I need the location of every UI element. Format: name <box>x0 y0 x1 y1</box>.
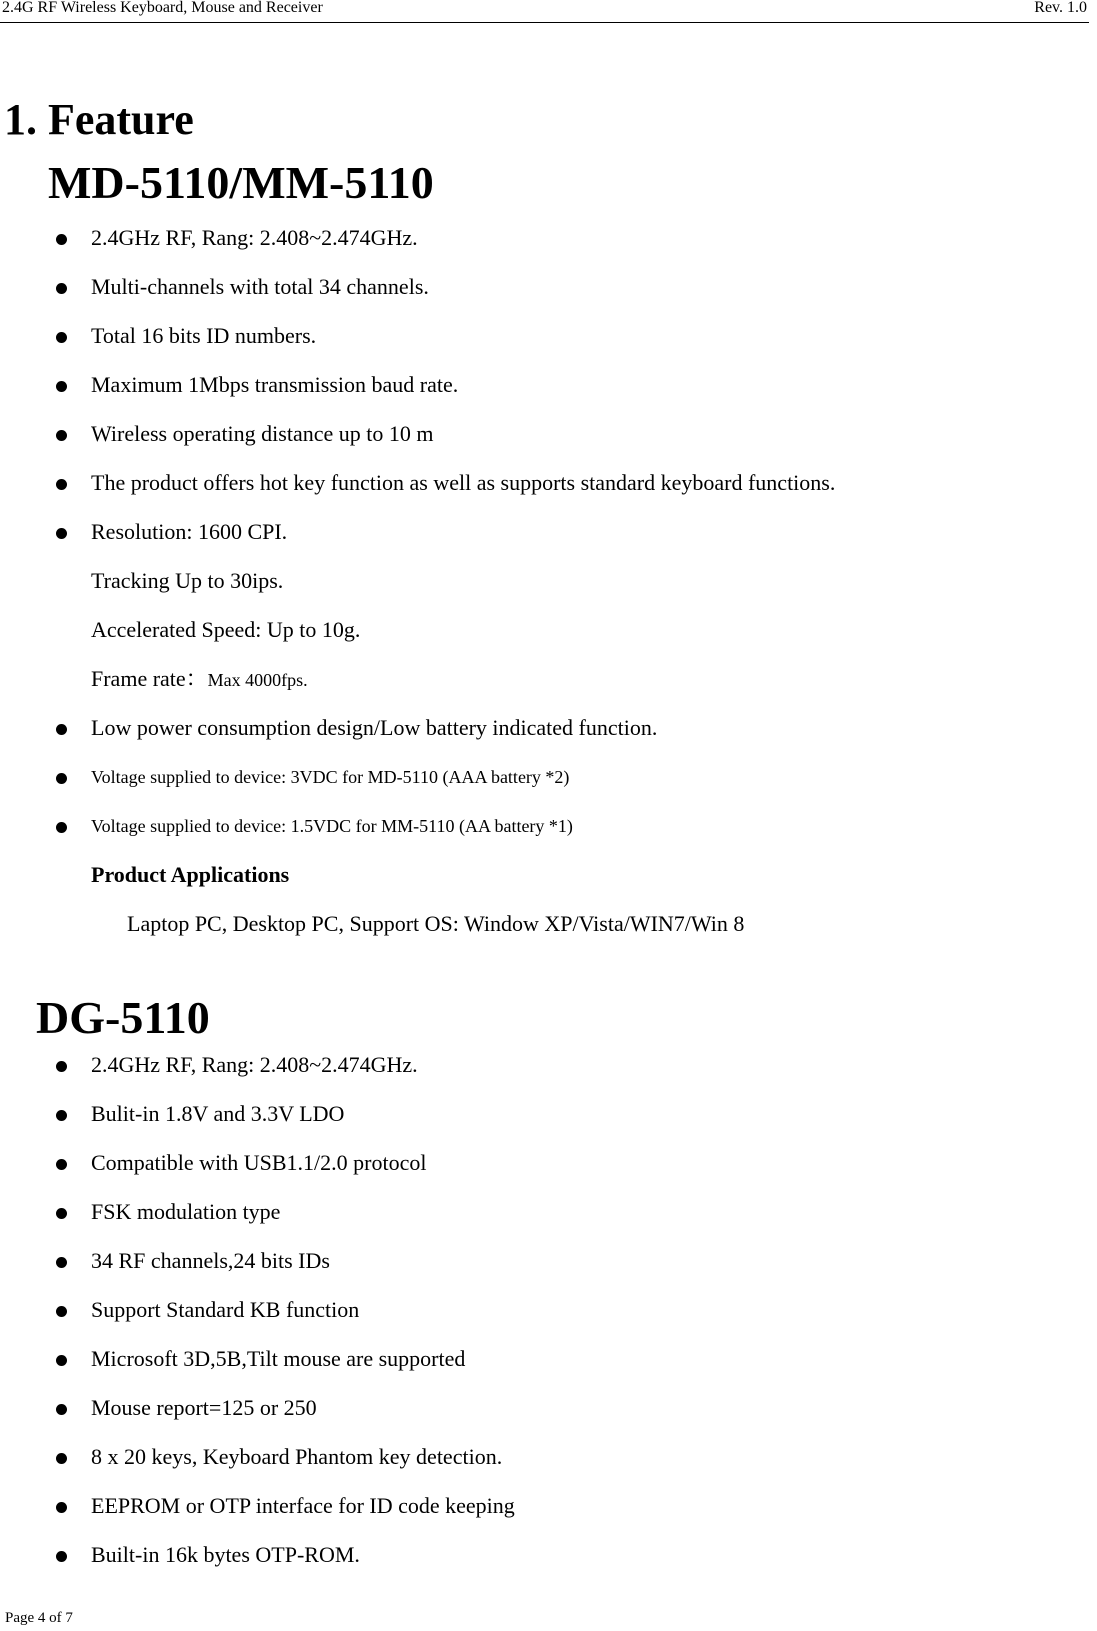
list-item: Built-in 16k bytes OTP-ROM. <box>0 1542 515 1591</box>
list-item: FSK modulation type <box>0 1199 515 1248</box>
applications-heading: Product Applications <box>91 862 290 887</box>
applications-text: Laptop PC, Desktop PC, Support OS: Window XP/Vista/WIN7/Win 8 <box>127 911 745 936</box>
list-item: Compatible with USB1.1/2.0 protocol <box>0 1150 515 1199</box>
model-title-dg: DG-5110 <box>36 992 210 1043</box>
list-item: Tracking Up to 30ips. <box>91 568 284 593</box>
bullet-icon <box>56 1453 67 1464</box>
feature-list-md-mm <box>0 225 835 960</box>
list-item: Frame rate：Max 4000fps. <box>91 666 308 691</box>
bullet-icon <box>56 332 67 343</box>
bullet-icon <box>56 1061 67 1072</box>
model-title-md-mm: MD-5110/MM-5110 <box>48 157 434 208</box>
list-item: Wireless operating distance up to 10 m <box>0 421 835 470</box>
list-item: 8 x 20 keys, Keyboard Phantom key detection. <box>0 1444 515 1493</box>
list-item: Voltage supplied to device: 1.5VDC for MM-5110 (AA battery *1) <box>0 813 835 862</box>
bullet-icon <box>56 381 67 392</box>
bullet-icon <box>56 822 67 833</box>
list-item: Maximum 1Mbps transmission baud rate. <box>0 372 835 421</box>
list-item: 34 RF channels,24 bits IDs <box>0 1248 515 1297</box>
bullet-icon <box>56 1159 67 1170</box>
bullet-icon <box>56 724 67 735</box>
list-item: Resolution: 1600 CPI. <box>0 519 835 568</box>
bullet-icon <box>56 1355 67 1366</box>
bullet-icon <box>56 283 67 294</box>
bullet-icon <box>56 1110 67 1121</box>
section-title: 1. Feature <box>4 95 194 144</box>
list-item: Total 16 bits ID numbers. <box>0 323 835 372</box>
list-item: Low power consumption design/Low battery indicated function. <box>0 715 835 764</box>
bullet-icon <box>56 1306 67 1317</box>
document-title: 2.4G RF Wireless Keyboard, Mouse and Receiver <box>2 0 323 16</box>
page-number: Page 4 of 7 <box>5 1610 73 1626</box>
list-item: Bulit-in 1.8V and 3.3V LDO <box>0 1101 515 1150</box>
list-item: Voltage supplied to device: 3VDC for MD-5110 (AAA battery *2) <box>0 764 835 813</box>
list-item: 2.4GHz RF, Rang: 2.408~2.474GHz. <box>0 1052 515 1101</box>
list-item: 2.4GHz RF, Rang: 2.408~2.474GHz. <box>0 225 835 274</box>
revision-label: Rev. 1.0 <box>1034 0 1087 16</box>
bullet-icon <box>56 430 67 441</box>
bullet-icon <box>56 528 67 539</box>
list-item: The product offers hot key function as well as supports standard keyboard functions. <box>0 470 835 519</box>
bullet-icon <box>56 1208 67 1219</box>
bullet-icon <box>56 1551 67 1562</box>
bullet-icon <box>56 773 67 784</box>
bullet-icon <box>56 234 67 245</box>
list-item: EEPROM or OTP interface for ID code keeping <box>0 1493 515 1542</box>
list-item: Accelerated Speed: Up to 10g. <box>91 617 361 642</box>
bullet-icon <box>56 1404 67 1415</box>
page-header <box>0 0 1089 23</box>
list-item: Mouse report=125 or 250 <box>0 1395 515 1444</box>
list-item: Multi-channels with total 34 channels. <box>0 274 835 323</box>
bullet-icon <box>56 479 67 490</box>
list-item: Microsoft 3D,5B,Tilt mouse are supported <box>0 1346 515 1395</box>
bullet-icon <box>56 1502 67 1513</box>
feature-list-dg <box>0 1052 515 1591</box>
bullet-icon <box>56 1257 67 1268</box>
list-item: Support Standard KB function <box>0 1297 515 1346</box>
